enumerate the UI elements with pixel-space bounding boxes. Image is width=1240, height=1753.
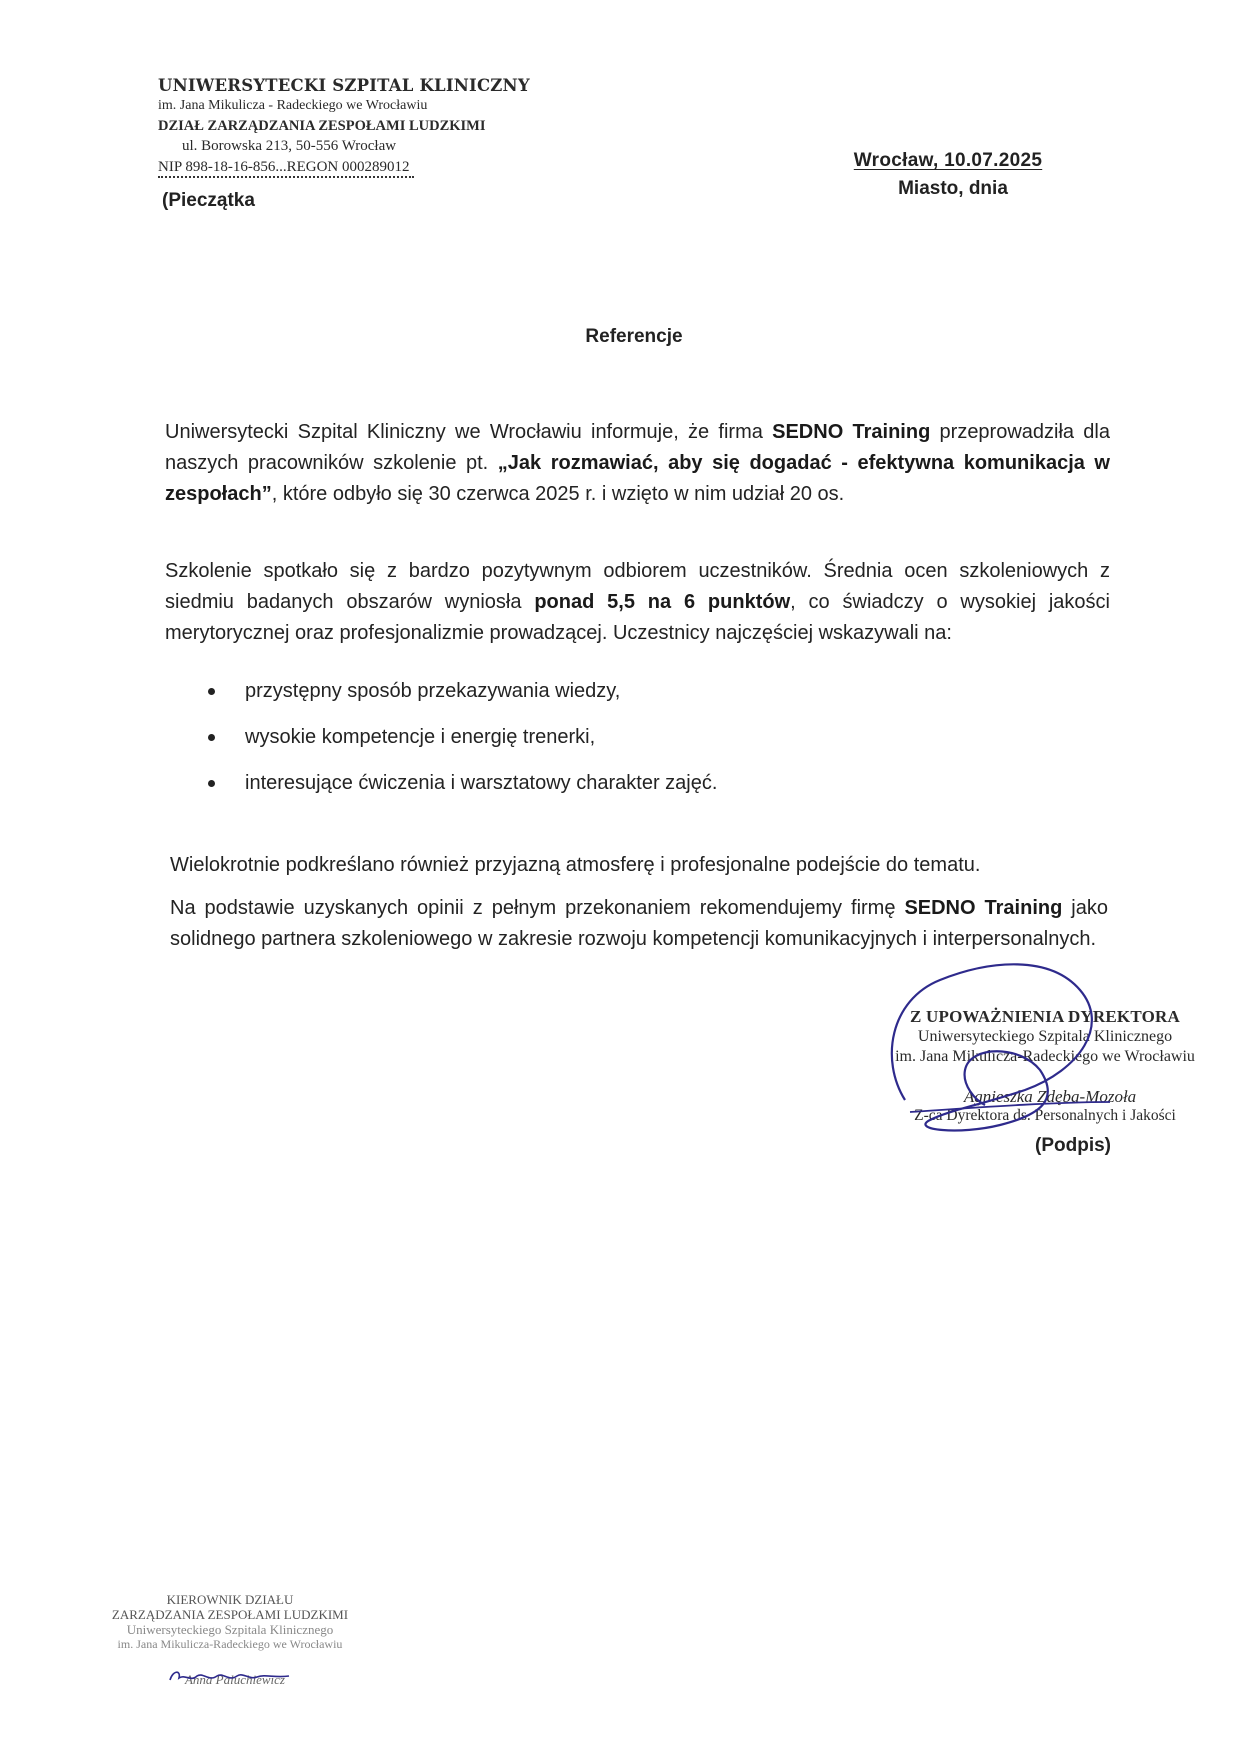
text-segment: Na podstawie uzyskanych opinii z pełnym przekonaniem rekomendujemy firmę: [170, 897, 905, 919]
text-segment: przeprowadziła dla naszych pracowników szkolenie pt.: [165, 421, 1110, 474]
signature-institution: Uniwersyteckiego Szpitala Klinicznego: [917, 1028, 1173, 1045]
bullet-icon: [208, 780, 215, 787]
place-date-block: [838, 150, 1058, 200]
bottom-stamp-patron: im. Jana Mikulicza-Radeckiego we Wrocławiu: [117, 1637, 343, 1651]
list-item: [205, 760, 717, 806]
bottom-signature-stroke: [170, 1672, 289, 1680]
training-title: „Jak rozmawiać, aby się dogadać - efektywna komunikacja w zespołach”: [165, 452, 1110, 505]
company-name: SEDNO Training: [904, 897, 1063, 919]
text-segment: Uniwersytecki Szpital Kliniczny we Wrocławiu informuje, że firma: [165, 421, 773, 443]
feedback-list: [205, 668, 717, 806]
list-item: [205, 714, 717, 760]
text-segment: , co świadczy o wysokiej jakości merytorycznej oraz profesjonalizmie prowadzącej. Uczestnicy najczęściej wskazywali na:: [165, 591, 1110, 644]
stamp-patron: im. Jana Mikulicza - Radeckiego we Wrocławiu: [158, 98, 428, 113]
signatory-name: Agnieszka Zdęba-Mozoła: [963, 1087, 1137, 1106]
bullet-icon: [208, 688, 215, 695]
signature-caption: (Podpis): [1035, 1135, 1111, 1156]
bottom-stamp-title: KIEROWNIK DZIAŁU: [166, 1592, 294, 1607]
list-item-text: wysokie kompetencje i energię trenerki,: [245, 725, 596, 748]
signature-authorization: Z UPOWAŻNIENIA DYREKTORA: [910, 1007, 1180, 1026]
stamp-caption: (Pieczątka: [162, 190, 255, 211]
paragraph-intro: [165, 417, 1110, 510]
rating-highlight: ponad 5,5 na 6 punktów: [534, 591, 791, 613]
list-item-text: przystępny sposób przekazywania wiedzy,: [245, 679, 621, 702]
list-item-text: interesujące ćwiczenia i warsztatowy charakter zajęć.: [245, 771, 718, 794]
stamp-tax-ids: NIP 898-18-16-856...REGON 000289012: [158, 158, 414, 178]
signature-stroke: [892, 964, 1092, 1130]
paragraph-evaluation: [165, 556, 1110, 649]
signature-patron: im. Jana Mikulicza-Radeckiego we Wrocławiu: [895, 1048, 1195, 1065]
bottom-handwritten-signature-icon: [165, 1666, 295, 1690]
stamp-department: DZIAŁ ZARZĄDZANIA ZESPOŁAMI LUDZKIMI: [158, 118, 486, 134]
text-segment: jako solidnego partnera szkoleniowego w zakresie rozwoju kompetencji komunikacyjnych i interpersonalnych.: [170, 897, 1108, 950]
company-name: SEDNO Training: [772, 421, 931, 443]
bottom-stamp-department: ZARZĄDZANIA ZESPOŁAMI LUDZKIMI: [111, 1607, 349, 1622]
paragraph-atmosphere: Wielokrotnie podkreślano również przyjazną atmosferę i profesjonalne podejście do tematu.: [170, 854, 981, 876]
handwritten-signature-icon: [850, 950, 1210, 1150]
institution-stamp: [158, 76, 530, 178]
bottom-stamp-institution: Uniwersyteckiego Szpitala Klinicznego: [126, 1622, 334, 1637]
document-title: Referencje: [585, 326, 683, 347]
bottom-stamp-name: Anna Paluchiewicz: [184, 1672, 285, 1687]
list-item: [205, 668, 717, 714]
bullet-icon: [208, 734, 215, 741]
place-date-caption: Miasto, dnia: [898, 178, 1008, 199]
paragraph-recommendation: [170, 893, 1108, 955]
stamp-institution-name: UNIWERSYTECKI SZPITAL KLINICZNY: [158, 76, 530, 95]
text-segment: , które odbyło się 30 czerwca 2025 r. i wzięto w nim udział 20 os.: [271, 483, 845, 505]
signature-underline: [910, 1102, 1110, 1112]
stamp-address: ul. Borowska 213, 50-556 Wrocław: [182, 138, 397, 154]
place-date-value: Wrocław, 10.07.2025: [853, 150, 1043, 171]
signatory-role: Z-ca Dyrektora ds. Personalnych i Jakości: [914, 1107, 1176, 1124]
text-segment: Szkolenie spotkało się z bardzo pozytywnym odbiorem uczestników. Średnia ocen szkoleniowych z siedmiu badanych obszarów wyniosła: [165, 560, 1110, 613]
